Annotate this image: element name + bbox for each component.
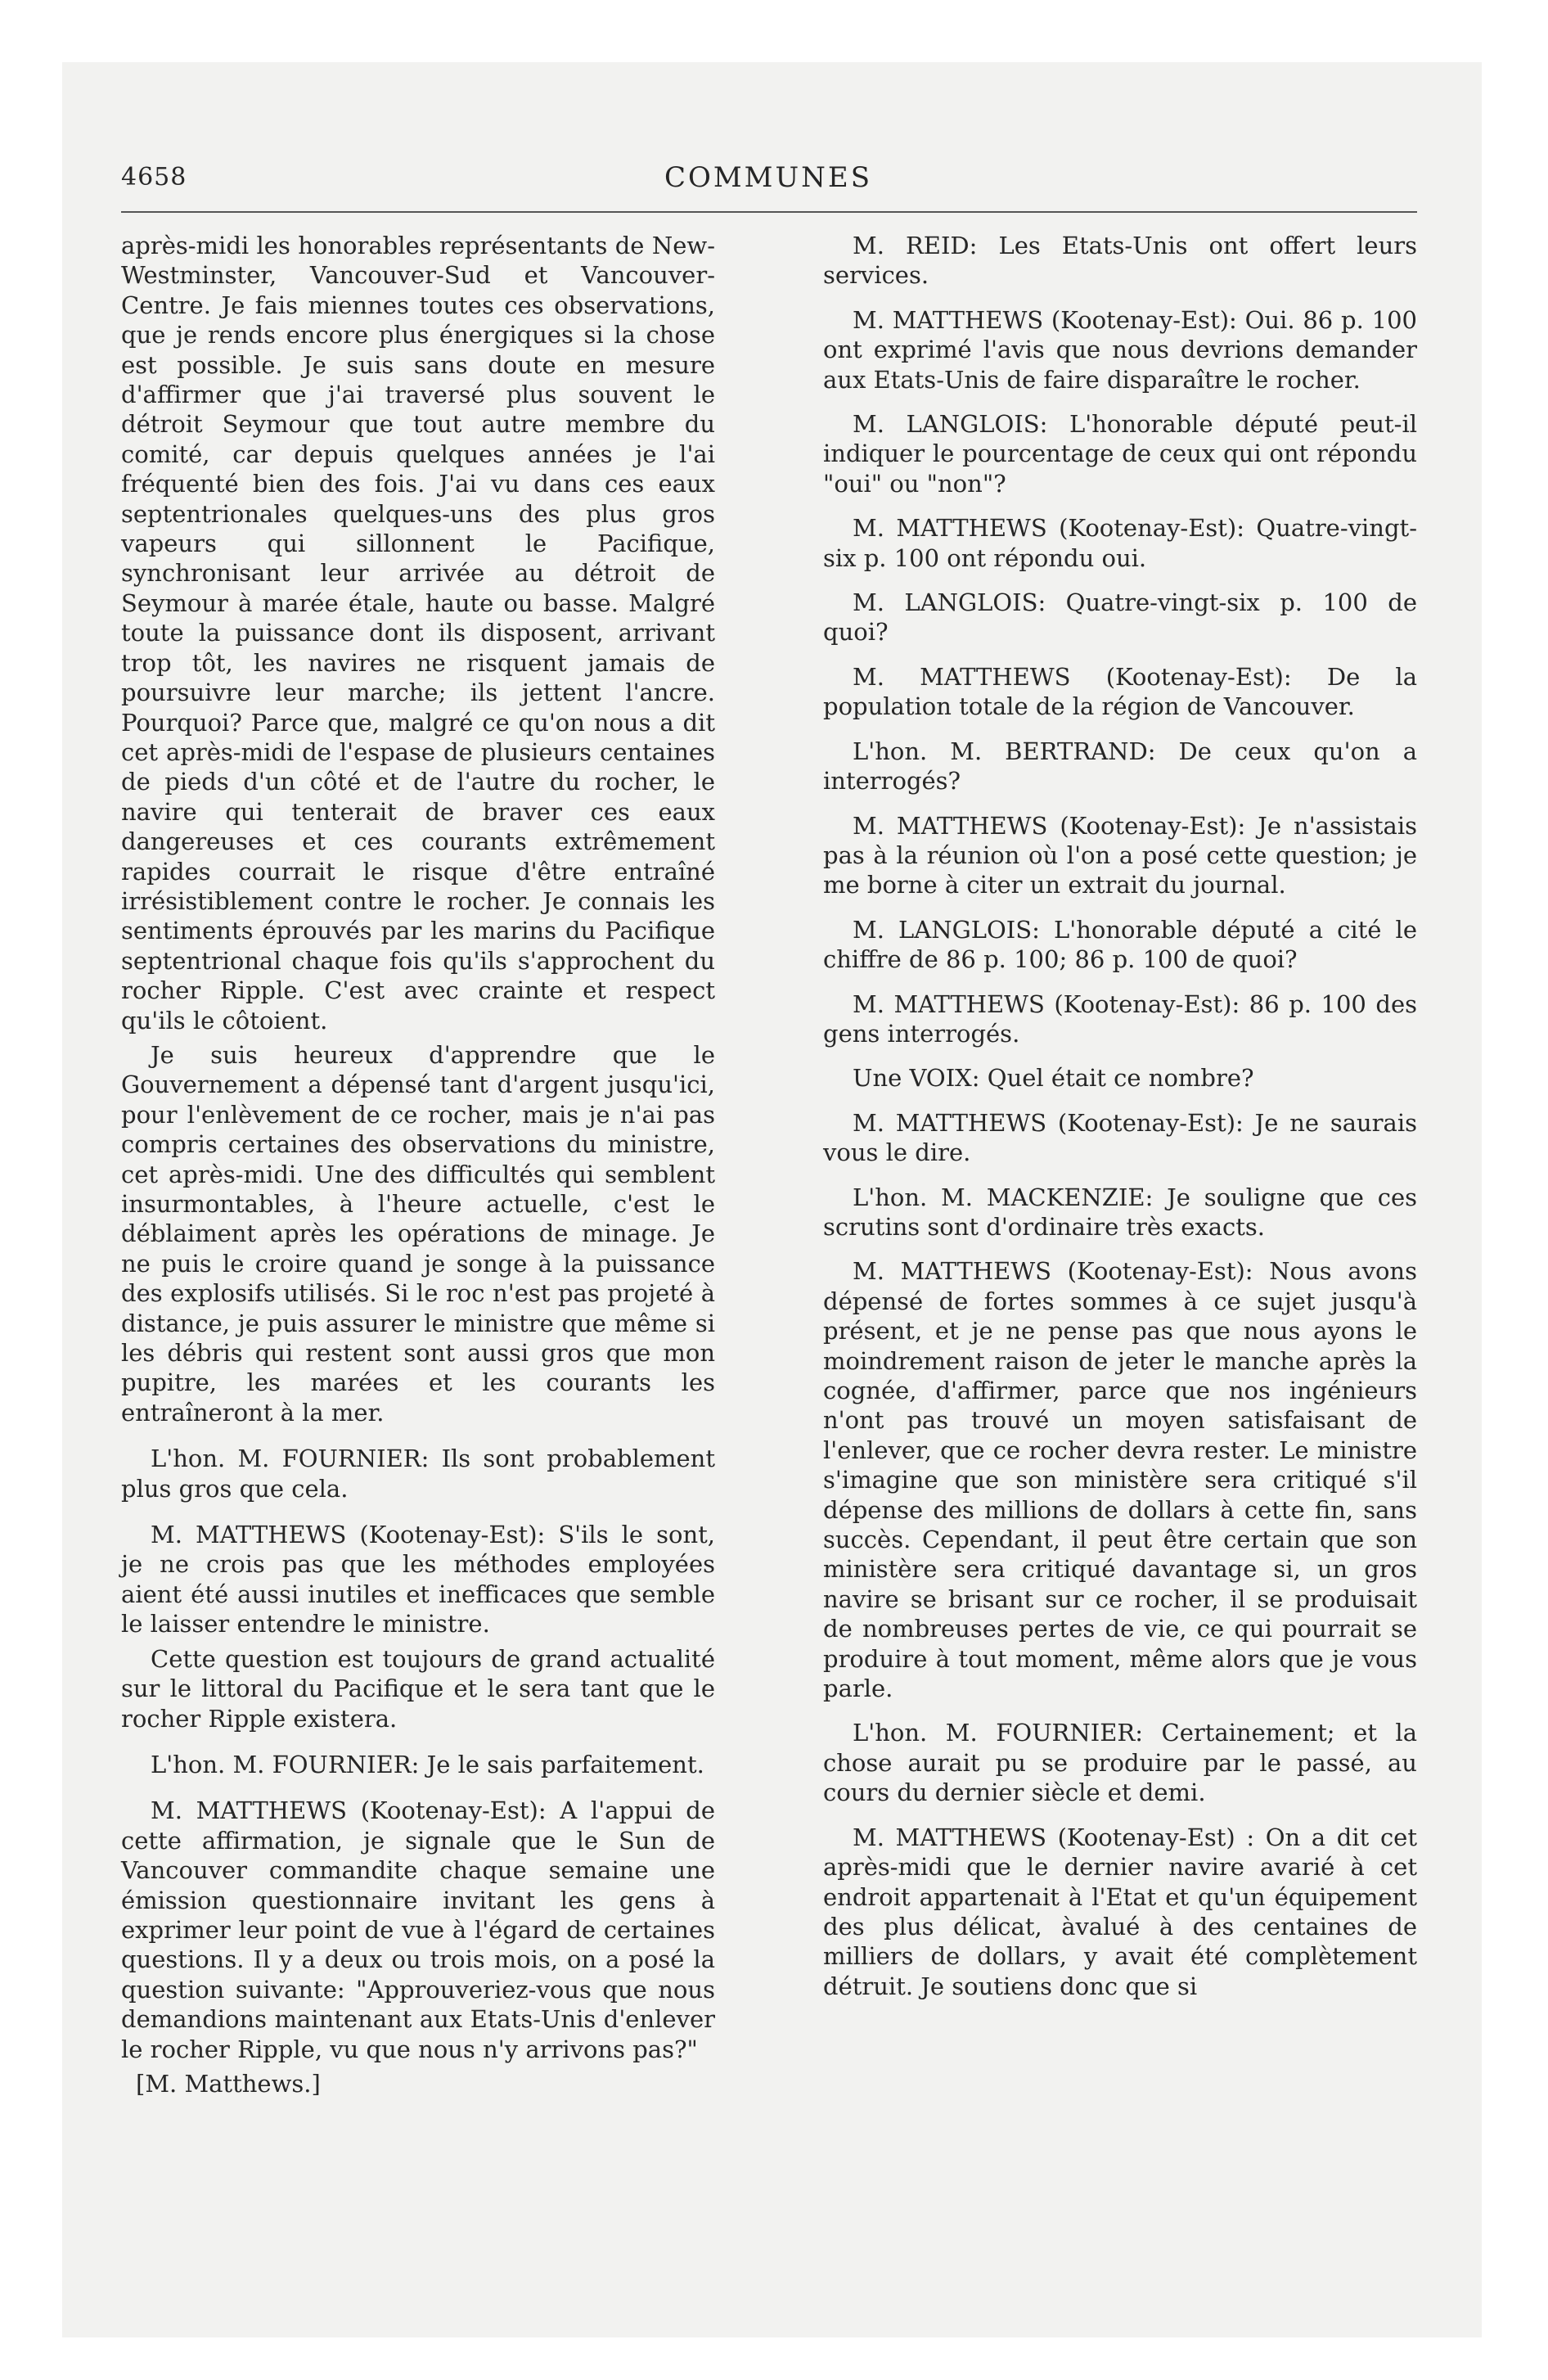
paragraph: M. LANGLOIS: Quatre-vingt-six p. 100 de quoi? bbox=[823, 588, 1417, 647]
paragraph: Je suis heureux d'apprendre que le Gouvernement a dépensé tant d'argent jusqu'ici, pour l'enlèvement de ce rocher, mais je n'ai pas compris certaines des observations du ministre, cet après-midi. Une des difficultés qui semblent insurmontables, à l'heure actuelle, c'est le déblaiment après les opérations de minage. Je ne puis le croire quand je songe à la puissance des explosifs utilisés. Si le roc n'est pas projeté à distance, je puis assurer le ministre que même si les débris qui restent sont aussi gros que mon pupitre, les marées et les courants les entraîneront à la mer. bbox=[121, 1040, 715, 1427]
paragraph: M. LANGLOIS: L'honorable député peut-il indiquer le pourcentage de ceux qui ont répondu "oui" ou "non"? bbox=[823, 410, 1417, 498]
paragraph: M. MATTHEWS (Kootenay-Est): A l'appui de cette affirmation, je signale que le Sun de Vancouver commandite chaque semaine une émission questionnaire invitant les gens à exprimer leur point de vue à l'égard de certaines questions. Il y a deux ou trois mois, on a posé la question suivante: "Approuveriez-vous que nous demandions maintenant aux Etats-Unis d'enlever le rocher Ripple, vu que nous n'y arrivons pas?" bbox=[121, 1796, 715, 2063]
page-title: COMMUNES bbox=[664, 161, 873, 194]
page-header bbox=[121, 162, 1415, 200]
paragraph: L'hon. M. FOURNIER: Je le sais parfaitement. bbox=[151, 1750, 704, 1778]
paragraph: M. MATTHEWS (Kootenay-Est) : On a dit cet après-midi que le dernier navire avarié à cet endroit appartenait à l'Etat et qu'un équipement des plus délicat, àvalué à des centaines de milliers de dollars, y avait été complètement détruit. Je soutiens donc que si bbox=[823, 1823, 1417, 2000]
paragraph: L'hon. M. MACKENZIE: Je souligne que ces scrutins sont d'ordinaire très exacts. bbox=[823, 1183, 1417, 1241]
page-number: 4658 bbox=[121, 163, 187, 192]
paragraph: L'hon. M. FOURNIER: Certainement; et la chose aurait pu se produire par le passé, au cours du dernier siècle et demi. bbox=[823, 1719, 1417, 1807]
paragraph: M. MATTHEWS (Kootenay-Est): Nous avons dépensé de fortes sommes à ce sujet jusqu'à présent, et je ne pense pas que nous ayons le moindrement raison de jeter le manche après la cognée, d'affirmer, parce que nos ingénieurs n'ont pas trouvé un moyen satisfaisant de l'enlever, que ce rocher devra rester. Le ministre s'imagine que son ministère sera critiqué s'il dépense des millions de dollars à cette fin, sans succès. Cependant, il peut être certain que son ministère sera critiqué davantage si, un gros navire se brisant sur ce rocher, il se produisait de nombreuses pertes de vie, ce qui pourrait se produire à tout moment, même alors que je vous parle. bbox=[823, 1257, 1417, 1703]
paragraph: L'hon. M. FOURNIER: Ils sont probablement plus gros que cela. bbox=[121, 1445, 715, 1503]
paragraph: M. MATTHEWS (Kootenay-Est): Quatre-vingt-six p. 100 ont répondu oui. bbox=[823, 514, 1417, 572]
paragraph: Cette question est toujours de grand actualité sur le littoral du Pacifique et le sera tant que le rocher Ripple existera. bbox=[121, 1644, 715, 1733]
paragraph: L'hon. M. BERTRAND: De ceux qu'on a interrogés? bbox=[823, 737, 1417, 796]
paragraph: M. REID: Les Etats-Unis ont offert leurs services. bbox=[823, 232, 1417, 290]
paragraph: M. MATTHEWS (Kootenay-Est): S'ils le sont, je ne crois pas que les méthodes employées aient été aussi inutiles et inefficaces que semble le laisser entendre le ministre. bbox=[121, 1521, 715, 1639]
paragraph: après-midi les honorables représentants de New-Westminster, Vancouver-Sud et Vancouver-Centre. Je fais miennes toutes ces observations, que je rends encore plus énergiques si la chose est possible. Je suis sans doute en mesure d'affirmer que j'ai traversé plus souvent le détroit Seymour que tout autre membre du comité, car depuis quelques années je l'ai fréquenté bien des fois. J'ai vu dans ces eaux septentrionales quelques-uns des plus gros vapeurs qui sillonnent le Pacifique, synchronisant leur arrivée au détroit de Seymour à marée étale, haute ou basse. Malgré toute la puissance dont ils disposent, arrivant trop tôt, les navires ne risquent jamais de poursuivre leur marche; ils jettent l'ancre. Pourquoi? Parce que, malgré ce qu'on nous a dit cet après-midi de l'espase de plusieurs centaines de pieds d'un côté et de l'autre du rocher, le navire qui tenterait de braver ces eaux dangereuses et ces courants extrêmement rapides courrait le risque d'être entraîné irrésistiblement contre le rocher. Je connais les sentiments éprouvés par les marins du Pacifique septentrional chaque fois qu'ils s'approchent du rocher Ripple. C'est avec crainte et respect qu'ils le côtoient. bbox=[121, 232, 715, 1034]
speaker-signature: [M. Matthews.] bbox=[136, 2069, 321, 2098]
paragraph: M. MATTHEWS (Kootenay-Est): Je n'assistais pas à la réunion où l'on a posé cette question; je me borne à citer un extrait du journal. bbox=[823, 811, 1417, 899]
paragraph: M. LANGLOIS: L'honorable député a cité le chiffre de 86 p. 100; 86 p. 100 de quoi? bbox=[823, 915, 1417, 974]
left-column bbox=[121, 231, 715, 2098]
paragraph: Une VOIX: Quel était ce nombre? bbox=[853, 1064, 1254, 1093]
right-column bbox=[823, 231, 1417, 2001]
paragraph: M. MATTHEWS (Kootenay-Est): 86 p. 100 des gens interrogés. bbox=[823, 989, 1417, 1048]
paragraph: M. MATTHEWS (Kootenay-Est): Je ne saurais vous le dire. bbox=[823, 1108, 1417, 1167]
paragraph: M. MATTHEWS (Kootenay-Est): Oui. 86 p. 100 ont exprimé l'avis que nous devrions demander aux Etats-Unis de faire disparaître le rocher. bbox=[823, 305, 1417, 394]
header-rule bbox=[121, 211, 1417, 213]
paragraph: M. MATTHEWS (Kootenay-Est): De la population totale de la région de Vancouver. bbox=[823, 662, 1417, 721]
